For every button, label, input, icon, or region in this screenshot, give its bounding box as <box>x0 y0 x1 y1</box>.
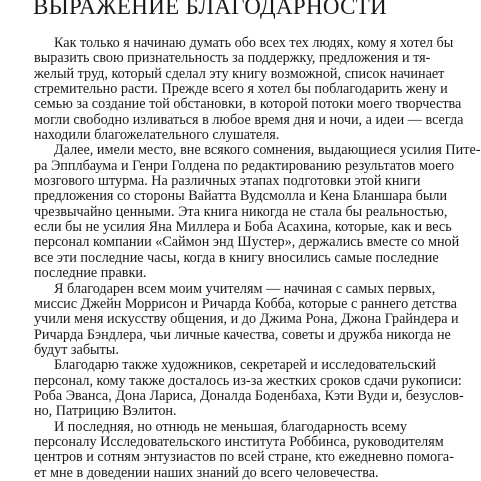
text-line: персоналу Исследовательского института Роббинса, руководителям <box>34 433 444 450</box>
text-line: но, Патрицию Вэлитон. <box>34 403 177 420</box>
text-line: будут забыты. <box>34 341 119 358</box>
paragraph <box>34 142 481 282</box>
text-line: миссис Джейн Моррисон и Ричарда Кобба, которые с раннего детства <box>34 295 457 312</box>
text-line: ет мне в доведении наших знаний до всего человечества. <box>34 464 379 481</box>
text-line: стремительно расти. Прежде всего я хотел бы поблагодарить жену и <box>34 81 448 98</box>
text-line: персонал компании «Саймон энд Шустер», держались вместе со мной <box>34 234 460 251</box>
text-line: последние правки. <box>34 265 147 282</box>
text-line: мозгового штурма. На различных этапах подготовки этой книги <box>34 173 421 190</box>
text-line: желый труд, который сделал эту книгу возможной, список начинает <box>34 65 445 82</box>
text-line: семью за создание той обстановки, в которой потоки моего творчества <box>34 96 462 113</box>
paragraph <box>34 418 454 481</box>
text-line: Я благодарен всем моим учителям — начиная с самых первых, <box>54 280 436 297</box>
text-line: центров и сотням энтузиастов по всей стране, кто ежедневно помога- <box>34 449 454 466</box>
text-line: И последняя, но отнюдь не меньшая, благодарность всему <box>54 418 407 435</box>
text-line: находили благожелательного слушателя. <box>34 127 280 144</box>
text-line: чрезвычайно ценными. Эта книга никогда не стала бы реальностью, <box>34 203 448 220</box>
text-line: если бы не усилия Яна Миллера и Боба Асахина, которые, как и весь <box>34 219 452 236</box>
document-body <box>34 35 481 481</box>
paragraph <box>34 280 459 359</box>
paragraph <box>34 35 464 144</box>
text-line: Ричарда Бэндлера, чьи личные качества, советы и дружба никогда не <box>34 326 451 343</box>
text-line: персонал, кому также досталось из-за жестких сроков сдачи рукописи: <box>34 372 462 389</box>
text-line: предложения со стороны Вайатта Вудсмолла и Кена Бланшара были <box>34 188 448 205</box>
text-line: все эти последние часы, когда в книгу вносились самые последние <box>34 249 439 266</box>
text-line: ра Эпплбаума и Генри Голдена по редактированию результатов моего <box>34 157 455 174</box>
paragraph <box>34 357 464 420</box>
text-line: Благодарю также художников, секретарей и исследовательский <box>54 357 436 374</box>
page-heading: ВЫРАЖЕНИЕ БЛАГОДАРНОСТИ <box>32 0 388 19</box>
text-line: учили меня искусству общения, и до Джима Рона, Джона Грайндера и <box>34 311 459 328</box>
text-line: могли свободно изливаться в любое время дня и ночи, а идеи — всегда <box>34 111 464 128</box>
text-line: Как только я начинаю думать обо всех тех людях, кому я хотел бы <box>54 35 454 51</box>
text-line: Далее, имели место, вне всякого сомнения, выдающиеся усилия Пите- <box>54 142 481 159</box>
text-line: выразить свою признательность за поддержку, предложения и тя- <box>34 50 431 67</box>
text-line: Роба Эванса, Дона Лариса, Доналда Боденбаха, Кэти Вуди и, безуслов- <box>34 387 464 404</box>
